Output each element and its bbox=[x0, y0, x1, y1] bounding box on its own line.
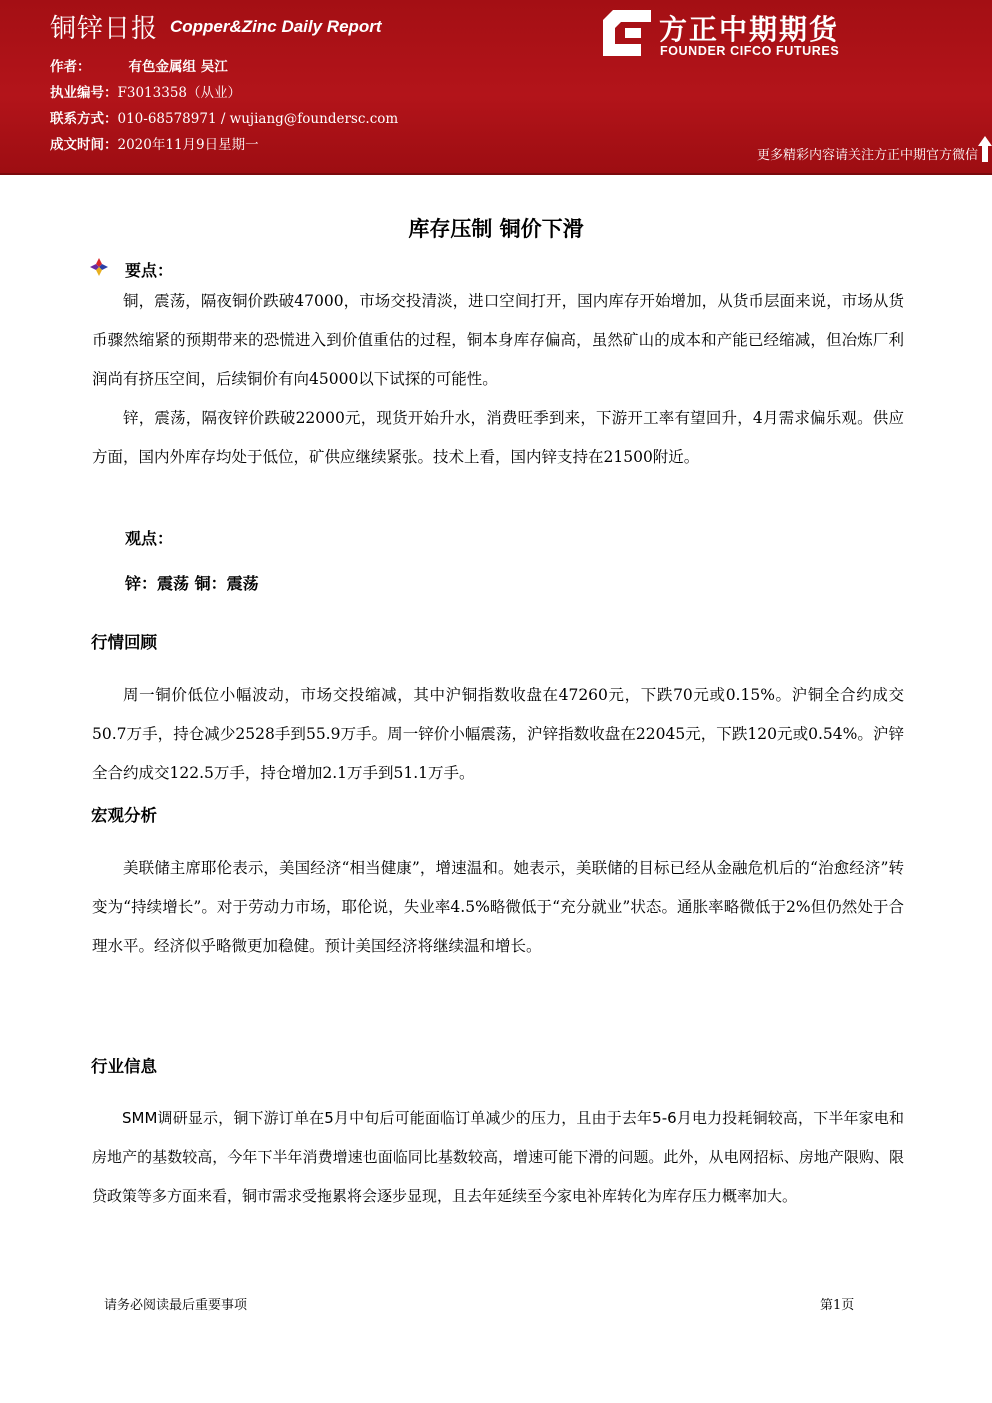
footer-notice: 请务必阅读最后重要事项 bbox=[104, 1298, 248, 1313]
date-line bbox=[50, 133, 259, 153]
contact-label: 联系方式： bbox=[50, 111, 118, 127]
date-value: 2020年11月9日星期一 bbox=[117, 137, 259, 153]
contact-line bbox=[50, 107, 398, 127]
market-review-paragraph: 周一铜价低位小幅波动，市场交投缩减，其中沪铜指数收盘在47260元，下跌70元或0.15%。沪铜全合约成交50.7万手，持仓减少2528手到55.9万手。周一锌价小幅震荡，沪锌指数收盘在22045元，下跌120元或0.54%。沪锌全合约成交122.5万手，持仓增加2.1万手到51.1万手。 bbox=[92, 686, 904, 782]
report-title-en: Copper&Zinc Daily Report bbox=[170, 17, 382, 36]
author-line bbox=[50, 55, 228, 75]
wechat-follow-note: 更多精彩内容请关注方正中期官方微信 bbox=[756, 148, 978, 163]
report-header bbox=[0, 0, 992, 173]
view-label: 观点： bbox=[125, 529, 174, 548]
page-number: 第1页 bbox=[820, 1298, 855, 1313]
macro-heading: 宏观分析 bbox=[91, 806, 157, 825]
header-divider bbox=[0, 173, 992, 175]
license-line bbox=[50, 81, 241, 101]
macro-paragraph: 美联储主席耶伦表示，美国经济“相当健康”，增速温和。她表示，美联储的目标已经从金融危机后的“治愈经济”转变为“持续增长”。对于劳动力市场，耶伦说，失业率4.5%略微低于“充分就业”状态。通胀率略微低于2%但仍然处于合理水平。经济似乎略微更加稳健。预计美国经济将继续温和增长。 bbox=[92, 859, 904, 955]
keypoints-copper-paragraph: 铜，震荡，隔夜铜价跌破47000，市场交投清淡，进口空间打开，国内库存开始增加，从货币层面来说，市场从货币骤然缩紧的预期带来的恐慌进入到价值重估的过程，铜本身库存偏高，虽然矿山的成本和产能已经缩减，但冶炼厂利润尚有挤压空间，后续铜价有向45000以下试探的可能性。 bbox=[92, 292, 904, 388]
keypoints-label: 要点： bbox=[125, 261, 174, 280]
diamond-bullet-icon bbox=[90, 258, 108, 276]
license-label: 执业编号： bbox=[50, 85, 118, 101]
author-value: 有色金属组 吴江 bbox=[128, 59, 228, 75]
author-label: 作者： bbox=[50, 59, 91, 75]
up-arrow-icon bbox=[978, 136, 992, 162]
license-value: F3013358（从业） bbox=[117, 85, 241, 101]
company-logo bbox=[603, 8, 863, 64]
market-review-heading: 行情回顾 bbox=[91, 633, 157, 652]
industry-heading: 行业信息 bbox=[91, 1057, 157, 1076]
article-title: 库存压制 铜价下滑 bbox=[408, 217, 584, 241]
logo-text-cn: 方正中期期货 bbox=[659, 13, 840, 46]
keypoints-zinc-paragraph: 锌，震荡，隔夜锌价跌破22000元，现货开始升水，消费旺季到来，下游开工率有望回升，4月需求偏乐观。供应方面，国内外库存均处于低位，矿供应继续紧张。技术上看，国内锌支持在21500附近。 bbox=[92, 409, 904, 466]
logo-text-en: FOUNDER CIFCO FUTURES bbox=[660, 44, 840, 58]
view-value: 锌：震荡 铜：震荡 bbox=[125, 574, 259, 593]
contact-value: 010-68578971 / wujiang@foundersc.com bbox=[117, 111, 399, 127]
date-label: 成文时间： bbox=[50, 137, 118, 153]
logo-mark-icon bbox=[603, 10, 651, 56]
industry-paragraph: SMM调研显示，铜下游订单在5月中旬后可能面临订单减少的压力，且由于去年5-6月电力投耗铜较高，下半年家电和房地产的基数较高，今年下半年消费增速也面临同比基数较高，增速可能下滑的问题。此外，从电网招标、房地产限购、限贷政策等多方面来看，铜市需求受拖累将会逐步显现，且去年延续至今家电补库转化为库存压力概率加大。 bbox=[92, 1109, 904, 1205]
report-title-cn: 铜锌日报 bbox=[50, 14, 159, 44]
